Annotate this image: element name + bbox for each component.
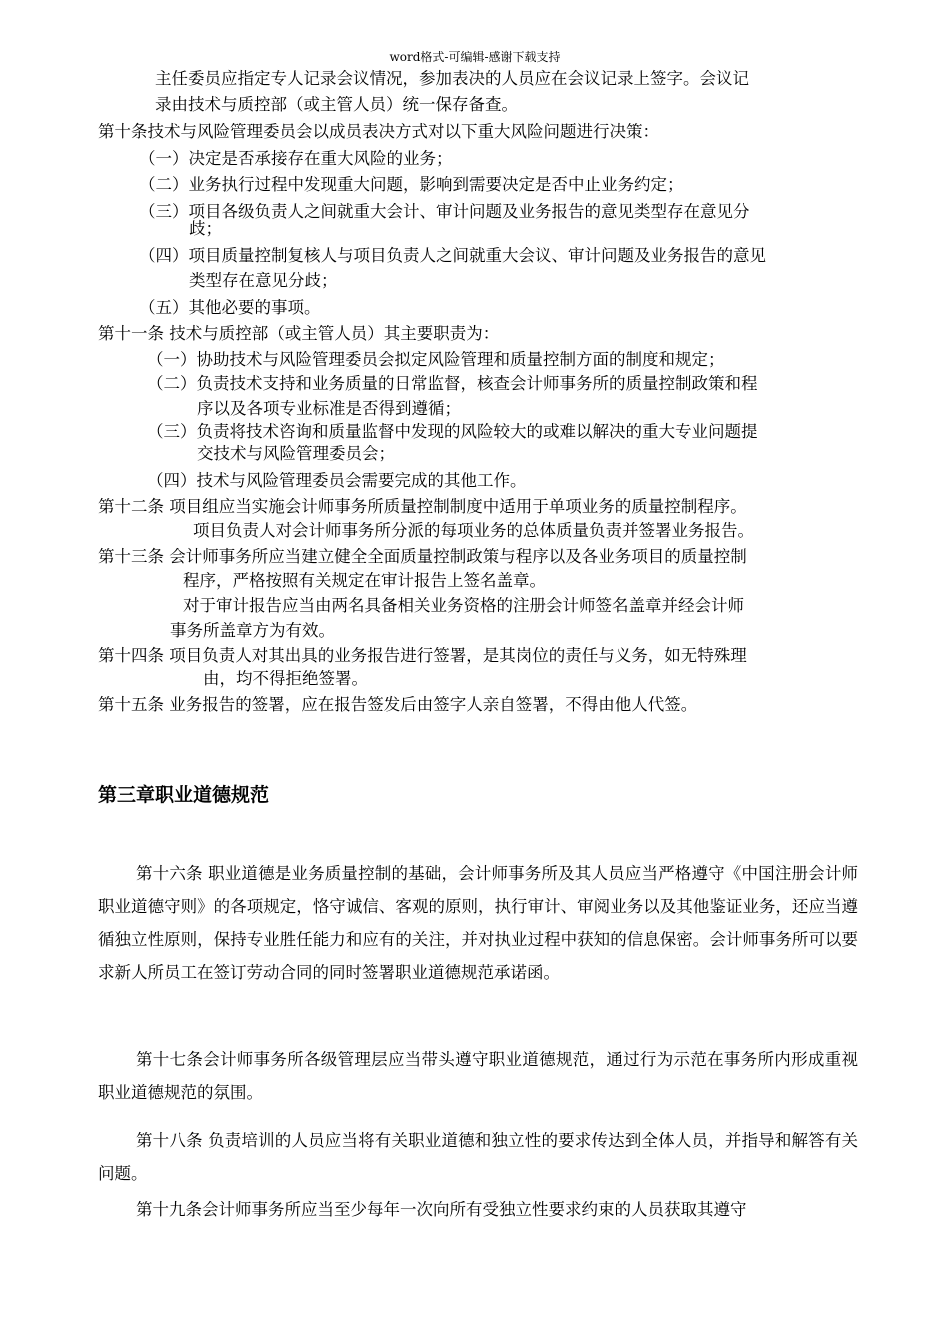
text-line: 交技术与风险管理委员会； [197, 444, 395, 463]
text-line: 类型存在意见分歧； [189, 271, 338, 290]
list-item: （四）技术与风险管理委员会需要完成的其他工作。 [147, 471, 527, 490]
list-item: （五）其他必要的事项。 [139, 298, 321, 317]
text-line: 由，均不得拒绝签署。 [203, 669, 368, 688]
article-17: 第十七条会计师事务所各级管理层应当带头遵守职业道德规范，通过行为示范在事务所内形成重视职业道德规范的氛围。 [98, 1050, 858, 1102]
article-14: 第十四条 项目负责人对其出具的业务报告进行签署，是其岗位的责任与义务，如无特殊理 [98, 646, 747, 665]
text-line: 录由技术与质控部（或主管人员）统一保存备查。 [155, 95, 518, 114]
list-item: （三）负责将技术咨询和质量监督中发现的风险较大的或难以解决的重大专业问题提 [147, 422, 758, 441]
list-item: （一）决定是否承接存在重大风险的业务； [139, 149, 453, 168]
text-line: 主任委员应指定专人记录会议情况，参加表决的人员应在会议记录上签字。会议记 [155, 69, 749, 88]
article-16: 第十六条 职业道德是业务质量控制的基础，会计师事务所及其人员应当严格遵守《中国注册会计师职业道德守则》的各项规定，恪守诚信、客观的原则，执行审计、审阅业务以及其他鉴证业务，还应当遵循独立性原则，保持专业胜任能力和应有的关注，并对执业过程中获知的信息保密。会计师事务所可以要求新人所员工在签订劳动合同的同时签署职业道德规范承诺函。 [98, 864, 858, 982]
page-header: word格式-可编辑-感谢下载支持 [389, 50, 561, 64]
list-item: （二）业务执行过程中发现重大问题，影响到需要决定是否中止业务约定； [139, 175, 684, 194]
text-line: 事务所盖章方为有效。 [170, 621, 335, 640]
article-18: 第十八条 负责培训的人员应当将有关职业道德和独立性的要求传达到全体人员，并指导和解答有关问题。 [98, 1131, 858, 1183]
article-10: 第十条技术与风险管理委员会以成员表决方式对以下重大风险问题进行决策： [98, 122, 659, 141]
list-item: （三）项目各级负责人之间就重大会计、审计问题及业务报告的意见类型存在意见分 [139, 202, 750, 221]
article-15: 第十五条 业务报告的签署，应在报告签发后由签字人亲自签署，不得由他人代签。 [98, 695, 698, 714]
article-19: 第十九条会计师事务所应当至少每年一次向所有受独立性要求约束的人员获取其遵守 [136, 1200, 747, 1219]
article-13: 第十三条 会计师事务所应当建立健全全面质量控制政策与程序以及各业务项目的质量控制 [98, 547, 747, 566]
text-line: 对于审计报告应当由两名具备相关业务资格的注册会计师签名盖章并经会计师 [183, 596, 744, 615]
list-item: （四）项目质量控制复核人与项目负责人之间就重大会议、审计问题及业务报告的意见 [139, 246, 766, 265]
text-line: 歧； [189, 219, 222, 238]
list-item: （二）负责技术支持和业务质量的日常监督，核查会计师事务所的质量控制政策和程 [147, 374, 758, 393]
chapter-title: 第三章职业道德规范 [98, 784, 270, 806]
article-12: 第十二条 项目组应当实施会计师事务所质量控制制度中适用于单项业务的质量控制程序。 [98, 497, 747, 516]
list-item: （一）协助技术与风险管理委员会拟定风险管理和质量控制方面的制度和规定； [147, 350, 725, 369]
text-line: 项目负责人对会计师事务所分派的每项业务的总体质量负责并签署业务报告。 [193, 521, 754, 540]
article-11: 第十一条 技术与质控部（或主管人员）其主要职责为： [98, 324, 500, 343]
text-line: 程序，严格按照有关规定在审计报告上签名盖章。 [183, 571, 546, 590]
text-line: 序以及各项专业标准是否得到遵循； [197, 399, 461, 418]
